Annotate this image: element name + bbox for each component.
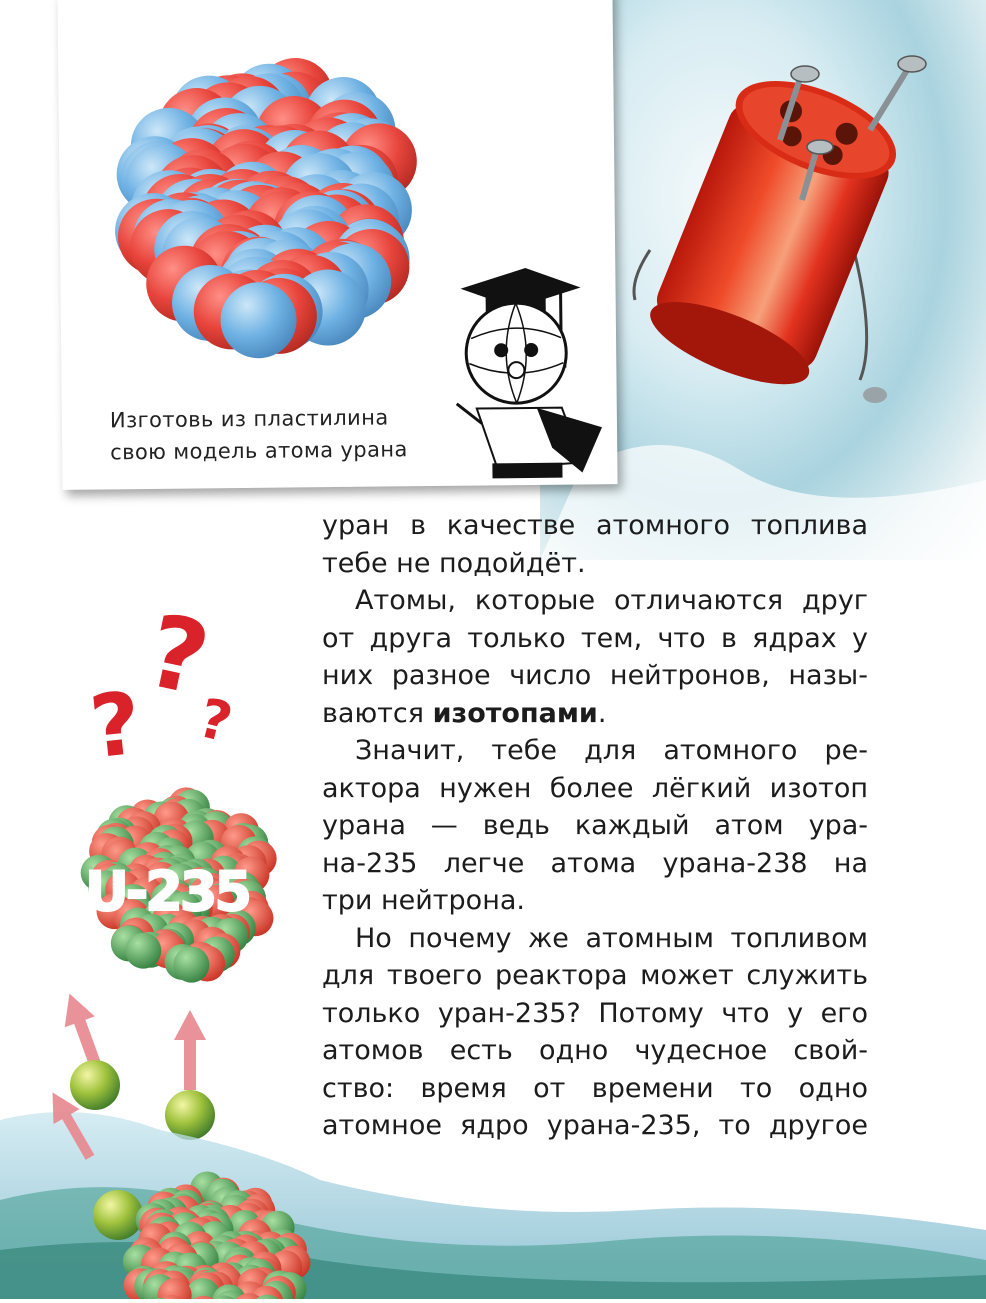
text-line <box>322 695 868 733</box>
question-mark-icon: ? <box>85 673 146 779</box>
text-line: тебе не подойдёт. <box>322 547 586 579</box>
text-line: ство: время от времени то одно <box>322 1072 868 1104</box>
text-line: урана — ведь каждый атом ура- <box>322 810 868 841</box>
uranium-atom-model <box>113 57 419 360</box>
text-line: для твоего реактора может служить <box>322 960 868 991</box>
caption-line-2: свою модель атома урана <box>110 437 408 465</box>
text-line: атомов есть одно чудесное свой- <box>322 1035 868 1066</box>
inset-caption <box>110 401 408 468</box>
text-line: Значит, тебе для атомного ре- <box>355 735 868 766</box>
body-text <box>322 507 868 1145</box>
text-fragment: ваются <box>322 697 433 729</box>
fuel-rod <box>640 61 909 401</box>
text-line: них разное число нейтронов, назы- <box>322 660 868 691</box>
text-fragment: . <box>597 697 607 729</box>
text-line: Атомы, которые отличаются друг <box>355 585 868 616</box>
mascot-character <box>455 267 602 479</box>
text-line: Но почему же атомным топливом <box>355 922 868 954</box>
inset-card <box>57 0 617 490</box>
text-line: актора нужен более лёгкий изотоп <box>322 772 868 804</box>
neutron-ball <box>93 1190 143 1240</box>
text-line: только уран-235? Потому что у его <box>322 997 868 1029</box>
pin-head <box>863 387 887 403</box>
term-isotopes: изотопами <box>432 697 598 729</box>
text-line: уран в качестве атомного топлива <box>322 510 868 541</box>
text-line: атомное ядро урана-235, то другое <box>322 1110 868 1141</box>
text-line: на-235 легче атома урана-238 на <box>322 847 868 879</box>
text-line: от друга только тем, что в ядрах у <box>322 622 868 654</box>
caption-line-1: Изготовь из пластилина <box>109 405 389 433</box>
question-mark-icon: ? <box>192 686 239 755</box>
question-mark-icon: ? <box>137 591 219 719</box>
u235-label: U-235 <box>85 860 249 923</box>
nucleon-ball <box>125 933 161 969</box>
text-line: три нейтрона. <box>322 885 525 916</box>
nucleon-ball <box>173 947 209 983</box>
